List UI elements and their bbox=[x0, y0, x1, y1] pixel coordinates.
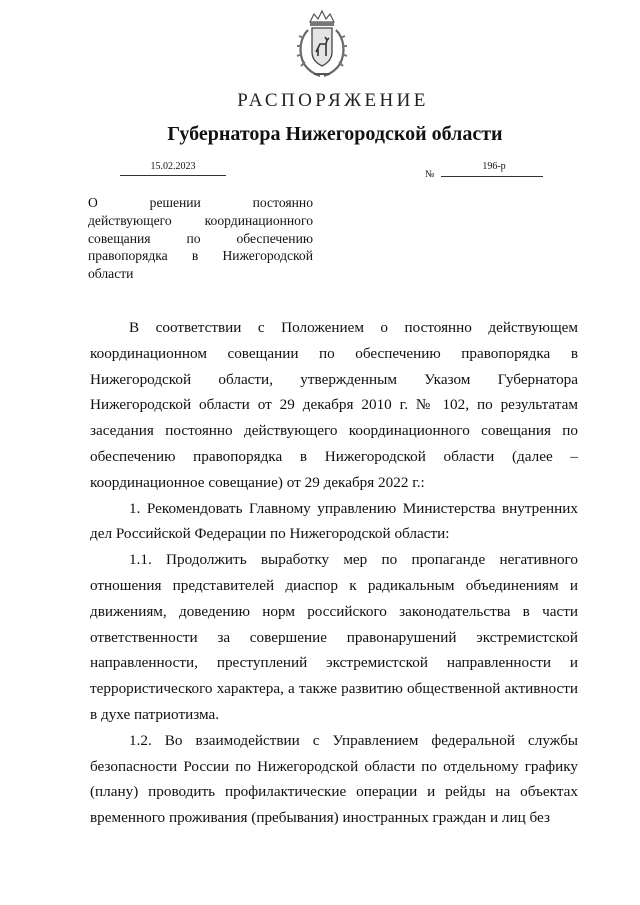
issuer-title: Губернатора Нижегородской области bbox=[167, 123, 503, 145]
coat-of-arms-emblem bbox=[296, 8, 348, 80]
document-date bbox=[120, 161, 226, 176]
subject-line: совещания по обеспечению bbox=[88, 230, 313, 246]
subject-line: правопорядка в Нижегородской bbox=[88, 248, 313, 264]
subject-line: действующего координационного bbox=[88, 212, 313, 228]
number-sign: № bbox=[425, 169, 435, 180]
date-value: 15.02.2023 bbox=[150, 161, 196, 172]
paragraph-preamble: В соответствии с Положением о постоянно действующем координационном совещании по обеспечению правопорядка в Нижегородской области, утвержденным Указом Губернатора Нижегородской области от 29 декабря 2010 г. № 102, по результатам заседания постоянно действующего координационного совещания по обеспечению правопорядка в Нижегородской области (далее – координационное совещание) от 29 декабря 2022 г.: bbox=[90, 319, 578, 491]
document-type-title: РАСПОРЯЖЕНИЕ bbox=[237, 90, 429, 111]
paragraph-item-1-1: 1.1. Продолжить выработку мер по пропаганде негативного отношения представителей диаспор к радикальным объединениям и движениям, доведению норм российского законодательства в части ответственности за совершение правонарушений экстремистской направленности, преступлений экстремистской направленности и террористического характера, а также развитию общественной активности в духе патриотизма. bbox=[90, 551, 578, 723]
number-underline bbox=[441, 176, 543, 177]
paragraph-item-1-2: 1.2. Во взаимодействии с Управлением федеральной службы безопасности России по Нижегородской области по отдельному графику (плану) проводить профилактические операции и рейды на объектах временного проживания (пребывания) иностранных граждан и лиц без bbox=[90, 731, 578, 827]
subject-heading bbox=[88, 194, 313, 283]
subject-line: О решении постоянно bbox=[88, 195, 313, 210]
paragraph-item-1: 1. Рекомендовать Главному управлению Министерства внутренних дел Российской Федерации по Нижегородской области: bbox=[90, 499, 578, 543]
subject-line: области bbox=[88, 266, 134, 282]
document-body bbox=[90, 315, 578, 831]
number-value: 196-р bbox=[482, 161, 506, 172]
date-underline bbox=[120, 175, 226, 176]
